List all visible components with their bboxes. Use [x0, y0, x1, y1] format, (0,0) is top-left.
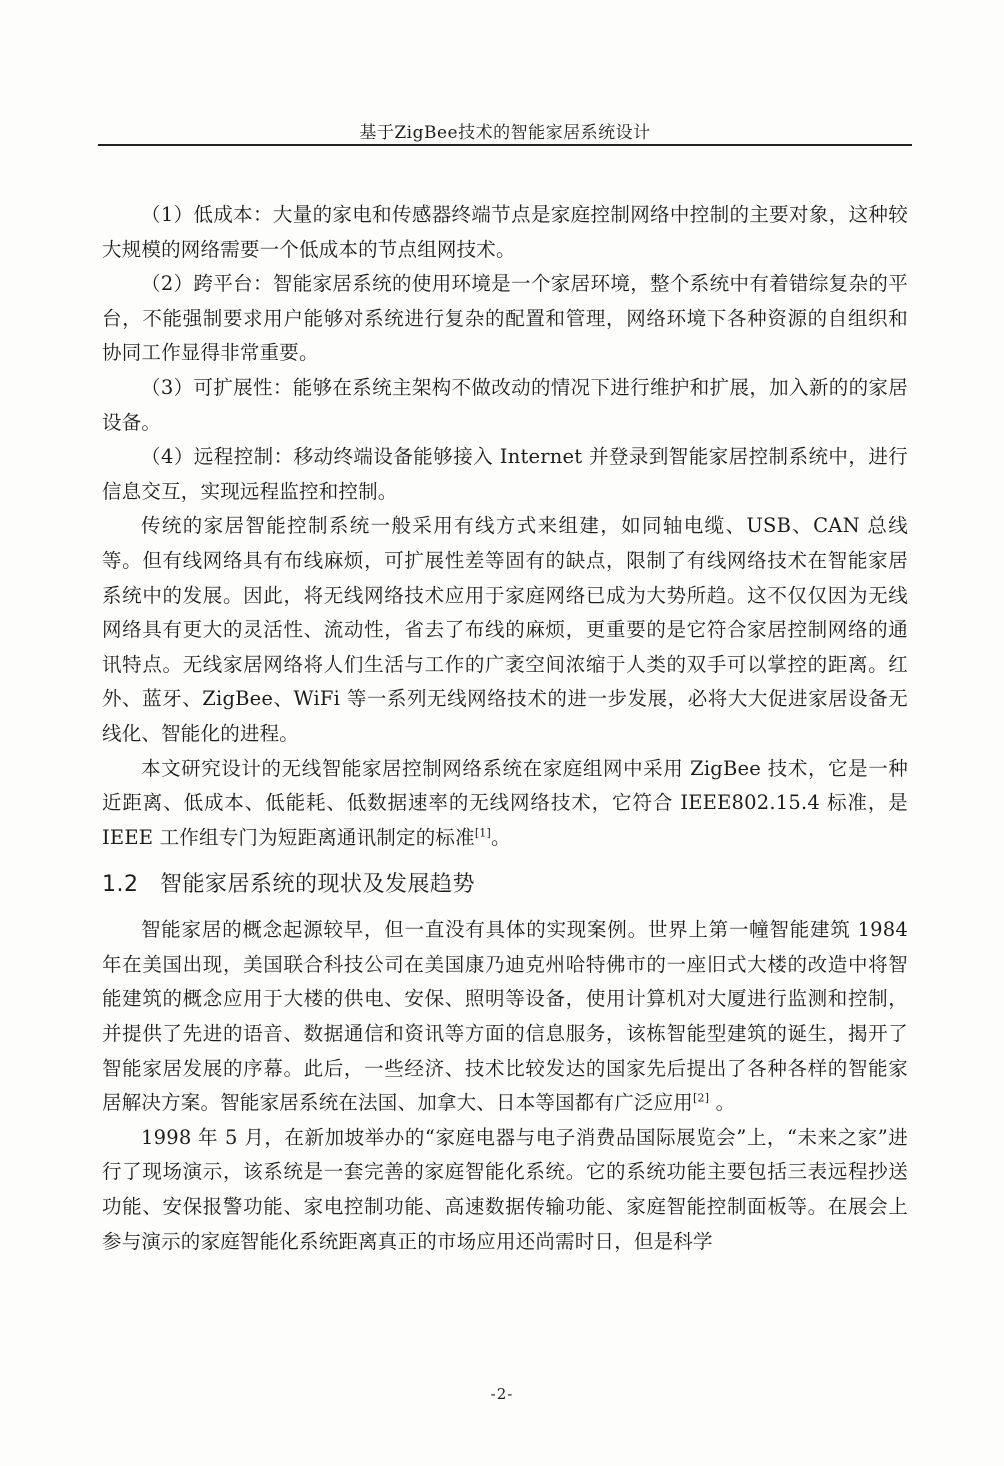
paragraph-group-b [102, 1121, 908, 1259]
paragraph-group-a [102, 198, 908, 752]
paragraph: （1）低成本：大量的家电和传感器终端节点是家庭控制网络中控制的主要对象，这种较大规模的网络需要一个低成本的节点组网技术。 [102, 203, 908, 261]
paragraph-history: 智能家居的概念起源较早，但一直没有具体的实现案例。世界上第一幢智能建筑 1984 年在美国出现，美国联合科技公司在美国康乃迪克州哈特佛市的一座旧式大楼的改造中将智能建筑的概念应用于大楼的供电、安保、照明等设备，使用计算机对大厦进行监测和控制，并提供了先进的语音、数据通信和资讯等方面的信息服务，该栋智能型建筑的诞生，揭开了智能家居发展的序幕。此后，一些经济、技术比较发达的国家先后提出了各种各样的智能家居解决方案。智能家居系统在法国、加拿大、日本等国都有广泛应用[2] 。 [102, 918, 908, 1115]
paragraph-zigbee-intro: 本文研究设计的无线智能家居控制网络系统在家庭组网中采用 ZigBee 技术，它是一种近距离、低成本、低能耗、低数据速率的无线网络技术，它符合 IEEE802.15.4 标准，是 IEEE 工作组专门为短距离通讯制定的标准[1]。 [102, 756, 908, 849]
running-header: 基于ZigBee技术的智能家居系统设计 [359, 123, 651, 143]
paragraph: 传统的家居智能控制系统一般采用有线方式来组建，如同轴电缆、USB、CAN 总线等。但有线网络具有布线麻烦，可扩展性差等固有的缺点，限制了有线网络技术在智能家居系统中的发展。因此，将无线网络技术应用于家庭网络已成为大势所趋。这不仅仅因为无线网络具有更大的灵活性、流动性，省去了布线的麻烦，更重要的是它符合家居控制网络的通讯特点。无线家居网络将人们生活与工作的广袤空间浓缩于人类的双手可以掌控的距离。红外、蓝牙、ZigBee、WiFi 等一系列无线网络技术的进一步发展，必将大大促进家居设备无线化、智能化的进程。 [102, 514, 908, 745]
paragraph: 1998 年 5 月，在新加坡举办的“家庭电器与电子消费品国际展览会”上，“未来之家”进行了现场演示，该系统是一套完善的家庭智能化系统。它的系统功能主要包括三表远程抄送功能、安保报警功能、家电控制功能、高速数据传输功能、家庭智能控制面板等。在展会上参与演示的家庭智能化系统距离真正的市场应用还尚需时日，但是科学 [102, 1125, 908, 1253]
paragraph: （4）远程控制：移动终端设备能够接入 Internet 并登录到智能家居控制系统中，进行信息交互，实现远程监控和控制。 [102, 445, 908, 503]
citation-2[interactable]: [2] [693, 1091, 710, 1105]
paragraph: （2）跨平台：智能家居系统的使用环境是一个家居环境，整个系统中有着错综复杂的平台，不能强制要求用户能够对系统进行复杂的配置和管理，网络环境下各种资源的自组织和协同工作显得非常重要。 [102, 272, 908, 365]
page-body [102, 198, 908, 1259]
page-number: -2- [490, 1385, 514, 1403]
section-title: 智能家居系统的现状及发展趋势 [160, 872, 476, 898]
header-rule [98, 144, 912, 146]
citation-1[interactable]: [1] [474, 826, 491, 840]
section-heading [102, 863, 908, 907]
paragraph: （3）可扩展性：能够在系统主架构不做改动的情况下进行维护和扩展，加入新的的家居设备。 [102, 375, 908, 434]
section-number: 1.2 [102, 872, 139, 898]
